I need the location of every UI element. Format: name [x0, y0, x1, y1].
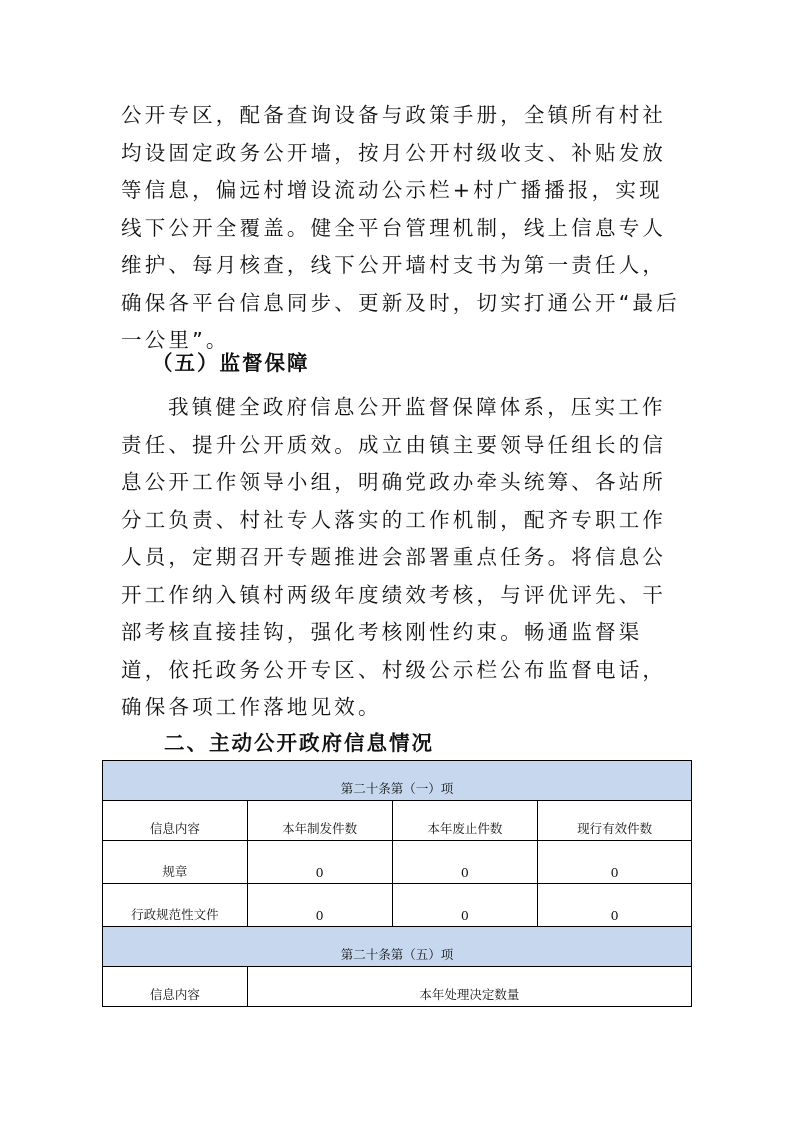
paragraph-supervision: 我镇健全政府信息公开监督保障体系，压实工作责任、提升公开质效。成立由镇主要领导任组长的信息公开工作领导小组，明确党政办牵头统筹、各站所分工负责、村社专人落实的工作机制，配齐专职工作人员，定期召开专题推进会部署重点任务。将信息公开工作纳入镇村两级年度绩效考核，与评优评先、干部考核直接挂钩，强化考核刚性约束。畅通监督渠道，依托政务公开专区、村级公示栏公布监督电话，确保各项工作落地见效。	[121, 395, 667, 719]
value-cell: 0	[392, 884, 538, 927]
value-cell: 0	[247, 884, 392, 927]
row-label-cell: 行政规范性文件	[103, 884, 248, 927]
header-cell: 本年处理决定数量	[247, 967, 691, 1007]
value-cell: 0	[538, 884, 692, 927]
table-band-cell: 第二十条第（五）项	[103, 927, 692, 967]
header-cell: 信息内容	[103, 801, 248, 841]
table-row	[103, 841, 692, 884]
table-band-cell: 第二十条第（一）项	[103, 761, 692, 801]
table-row	[103, 884, 692, 927]
header-cell: 信息内容	[103, 967, 248, 1007]
subsection-heading: （五）监督保障	[152, 351, 310, 375]
info-disclosure-table	[102, 760, 692, 1007]
section-heading: 二、主动公开政府信息情况	[164, 731, 434, 755]
header-cell: 本年废止件数	[392, 801, 538, 841]
header-cell: 现行有效件数	[538, 801, 692, 841]
value-cell: 0	[247, 841, 392, 884]
table-band-row	[103, 927, 692, 967]
paragraph-open-channels: 公开专区，配备查询设备与政策手册，全镇所有村社均设固定政务公开墙，按月公开村级收支、补贴发放等信息，偏远村增设流动公示栏+村广播播报，实现线下公开全覆盖。健全平台管理机制，线上信息专人维护、每月核查，线下公开墙村支书为第一责任人，确保各平台信息同步、更新及时，切实打通公开“最后一公里”。	[121, 103, 680, 352]
value-cell: 0	[392, 841, 538, 884]
value-cell: 0	[538, 841, 692, 884]
row-label-cell: 规章	[103, 841, 248, 884]
header-cell: 本年制发件数	[247, 801, 392, 841]
table-band-row	[103, 761, 692, 801]
table-header-row	[103, 967, 692, 1007]
table-header-row	[103, 801, 692, 841]
